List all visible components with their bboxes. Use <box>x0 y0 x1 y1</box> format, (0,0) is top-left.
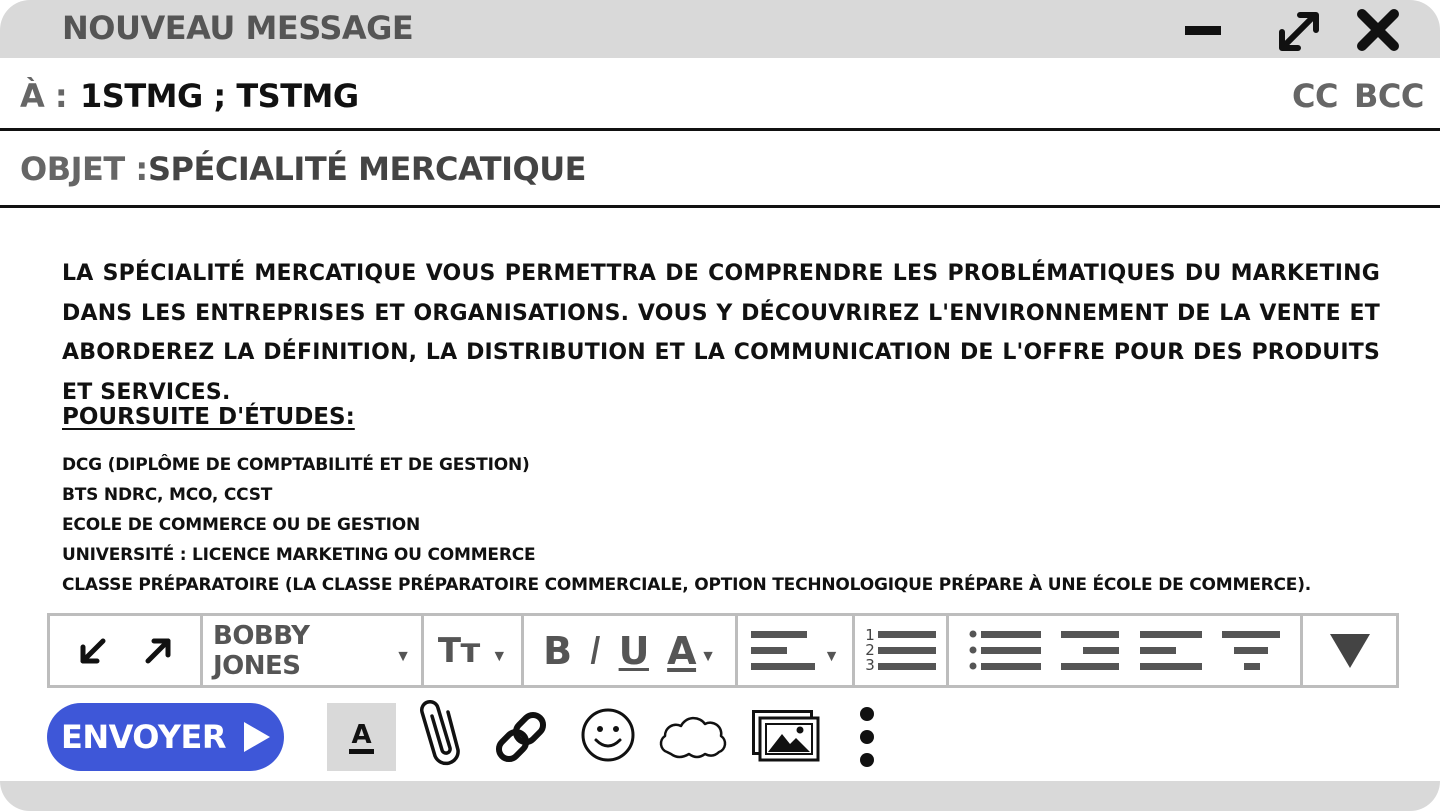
to-label: À : <box>20 77 68 115</box>
cc-button[interactable]: CC <box>1292 77 1338 115</box>
cloud-icon[interactable] <box>657 710 729 767</box>
subject-row <box>0 131 1440 208</box>
font-size-icon: Tт <box>437 630 480 671</box>
text-color-glyph: A <box>667 628 697 673</box>
text-color-icon[interactable] <box>667 629 716 673</box>
minimize-icon[interactable] <box>1180 6 1228 54</box>
indent-icon[interactable] <box>1061 629 1119 673</box>
bottom-bar <box>0 781 1440 811</box>
format-text-icon[interactable] <box>327 703 396 771</box>
chevron-down-icon: ▼ <box>395 647 411 665</box>
list-item: UNIVERSITÉ : LICENCE MARKETING OU COMMERCE <box>62 545 536 565</box>
send-label: ENVOYER <box>60 718 227 756</box>
image-icon[interactable] <box>752 710 820 767</box>
list-item: BTS NDRC, MCO, CCST <box>62 485 273 505</box>
list-number: 1 <box>865 626 875 644</box>
list-item: ECOLE DE COMMERCE OU DE GESTION <box>62 515 421 535</box>
font-size-dropdown[interactable] <box>424 616 524 685</box>
bulleted-list-icon[interactable] <box>969 629 1041 673</box>
send-button[interactable] <box>47 703 284 771</box>
format-toolbar <box>47 613 1399 688</box>
list-item: DCG (DIPLÔME DE COMPTABILITÉ ET DE GESTION) <box>62 455 530 475</box>
message-body[interactable]: LA SPÉCIALITÉ MERCATIQUE VOUS PERMETTRA DE COMPRENDRE LES PROBLÉMATIQUES DU MARKETING DANS LES ENTREPRISES ET ORGANISATIONS. VOUS Y DÉCOUVRIREZ L'ENVIRONNEMENT DE LA VENTE ET ABORDEREZ LA DÉFINITION, LA DISTRIBUTION ET LA COMMUNICATION DE L'OFFRE POUR DES PRODUITS ET SERVICES. <box>62 261 1380 405</box>
italic-icon[interactable]: I <box>589 628 601 673</box>
chevron-down-icon: ▼ <box>491 647 508 665</box>
emoji-icon[interactable] <box>580 707 636 768</box>
title-bar <box>0 0 1440 58</box>
list-align-group <box>949 616 1303 685</box>
list-number: 3 <box>865 656 875 674</box>
subject-field[interactable]: SPÉCIALITÉ MERCATIQUE <box>148 150 587 188</box>
recipients-row <box>0 58 1440 131</box>
section-title: POURSUITE D'ÉTUDES: <box>62 404 355 430</box>
window-title: NOUVEAU MESSAGE <box>62 9 414 47</box>
outdent-icon[interactable] <box>1140 629 1202 673</box>
close-icon[interactable] <box>1354 6 1402 54</box>
to-field[interactable]: 1STMG ; TSTMG <box>80 77 359 115</box>
more-options-icon[interactable] <box>856 706 878 773</box>
list-number: 2 <box>865 641 875 659</box>
filter-icon[interactable] <box>1222 629 1280 673</box>
link-icon[interactable] <box>490 706 552 773</box>
format-text-glyph: A <box>349 721 373 754</box>
redo-icon[interactable] <box>140 633 176 669</box>
studies-list <box>62 450 1311 600</box>
bcc-button[interactable]: BCC <box>1354 77 1424 115</box>
expand-icon[interactable] <box>1276 6 1324 54</box>
text-style-group <box>524 616 738 685</box>
paperclip-icon[interactable] <box>418 700 464 777</box>
list-item: CLASSE PRÉPARATOIRE (LA CLASSE PRÉPARATOIRE COMMERCIALE, OPTION TECHNOLOGIQUE PRÉPARE À UNE ÉCOLE DE COMMERCE). <box>62 575 1312 595</box>
numbered-list-icon[interactable] <box>855 616 949 685</box>
underline-icon[interactable]: U <box>618 628 649 673</box>
subject-label: OBJET : <box>20 150 148 188</box>
chevron-down-icon: ▼ <box>700 647 716 665</box>
font-family-dropdown[interactable] <box>203 616 424 685</box>
chevron-down-icon: ▼ <box>823 647 840 665</box>
bold-icon[interactable]: B <box>543 628 572 673</box>
more-dropdown-icon[interactable] <box>1303 616 1396 685</box>
play-icon <box>244 722 270 752</box>
undo-icon[interactable] <box>75 633 111 669</box>
font-name: BOBBY JONES <box>213 620 310 681</box>
undo-redo-group <box>50 616 203 685</box>
align-icon[interactable] <box>738 616 855 685</box>
